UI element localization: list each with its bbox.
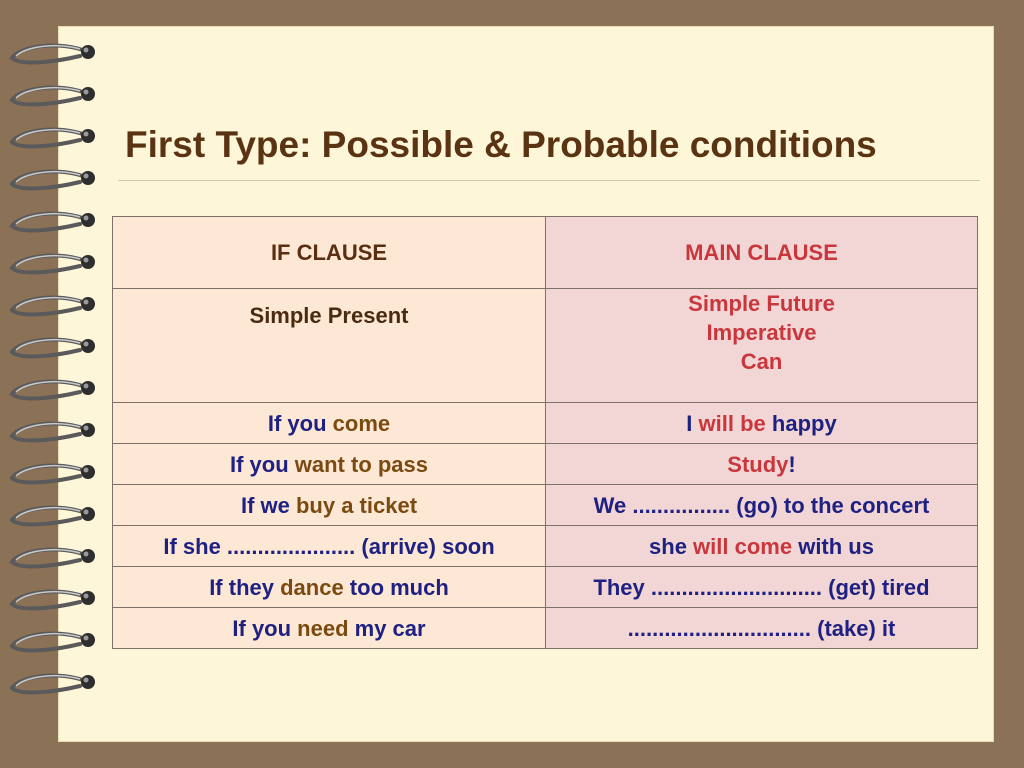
verb-segment: come <box>332 410 391 436</box>
example-row <box>113 567 978 608</box>
spiral-ring <box>12 381 95 398</box>
text-segment: If she ..................... (arrive) soon <box>163 533 495 559</box>
main-clause-cell <box>546 485 978 526</box>
spiral-ring <box>12 171 95 188</box>
text-segment: too much <box>343 574 449 600</box>
main-clause-tenses <box>546 289 978 403</box>
main-clause-header: MAIN CLAUSE <box>546 217 978 289</box>
main-clause-cell <box>546 608 978 649</box>
spiral-ring <box>12 549 95 566</box>
slide-title: First Type: Possible & Probable conditions <box>125 124 877 165</box>
if-clause-cell <box>113 485 546 526</box>
text-segment: If they <box>209 574 281 600</box>
example-row <box>113 608 978 649</box>
main-clause-cell <box>546 567 978 608</box>
spiral-ring <box>12 507 95 524</box>
verb-segment: want to pass <box>294 451 429 477</box>
header-row <box>113 217 978 289</box>
if-clause-tense: Simple Present <box>113 289 546 403</box>
spiral-ring <box>12 339 95 356</box>
if-clause-cell <box>113 403 546 444</box>
verb-segment: buy a ticket <box>295 492 418 518</box>
spiral-ring <box>12 675 95 692</box>
example-row <box>113 444 978 485</box>
text-segment: I <box>686 410 699 436</box>
example-row <box>113 526 978 567</box>
conditionals-table <box>112 216 978 649</box>
text-segment: she <box>649 533 694 559</box>
title-divider <box>118 180 980 181</box>
tense-row <box>113 289 978 403</box>
example-row <box>113 485 978 526</box>
spiral-ring <box>12 423 95 440</box>
text-segment: .............................. (take) it <box>627 615 896 641</box>
text-segment: If we <box>240 492 296 518</box>
verb-segment: need <box>297 615 349 641</box>
if-clause-cell <box>113 608 546 649</box>
verb-segment: will come <box>693 533 793 559</box>
spiral-ring <box>12 87 95 104</box>
tense-imperative: Imperative <box>706 320 817 345</box>
main-clause-cell <box>546 403 978 444</box>
text-segment: happy <box>765 410 837 436</box>
text-segment: We ................ (go) to the concert <box>593 492 930 518</box>
text-segment: with us <box>792 533 874 559</box>
spiral-binding <box>0 0 110 768</box>
spiral-ring <box>12 45 95 62</box>
text-segment: They ............................ (get) tired <box>593 574 930 600</box>
example-row <box>113 403 978 444</box>
spiral-ring <box>12 213 95 230</box>
spiral-ring <box>12 129 95 146</box>
verb-segment: Study <box>727 451 789 477</box>
tense-simple-future: Simple Future <box>688 291 835 316</box>
if-clause-cell <box>113 567 546 608</box>
text-segment: If you <box>267 410 333 436</box>
spiral-ring <box>12 297 95 314</box>
text-segment: If you <box>229 451 295 477</box>
text-segment: If you <box>232 615 298 641</box>
verb-segment: dance <box>280 574 344 600</box>
verb-segment: will be <box>698 410 766 436</box>
spiral-ring <box>12 255 95 272</box>
tense-can: Can <box>740 349 783 374</box>
if-clause-cell <box>113 444 546 485</box>
main-clause-cell <box>546 526 978 567</box>
main-clause-cell <box>546 444 978 485</box>
if-clause-header: IF CLAUSE <box>113 217 546 289</box>
if-clause-cell <box>113 526 546 567</box>
spiral-ring <box>12 465 95 482</box>
text-segment: ! <box>788 451 796 477</box>
spiral-ring <box>12 633 95 650</box>
text-segment: my car <box>348 615 426 641</box>
spiral-ring <box>12 591 95 608</box>
